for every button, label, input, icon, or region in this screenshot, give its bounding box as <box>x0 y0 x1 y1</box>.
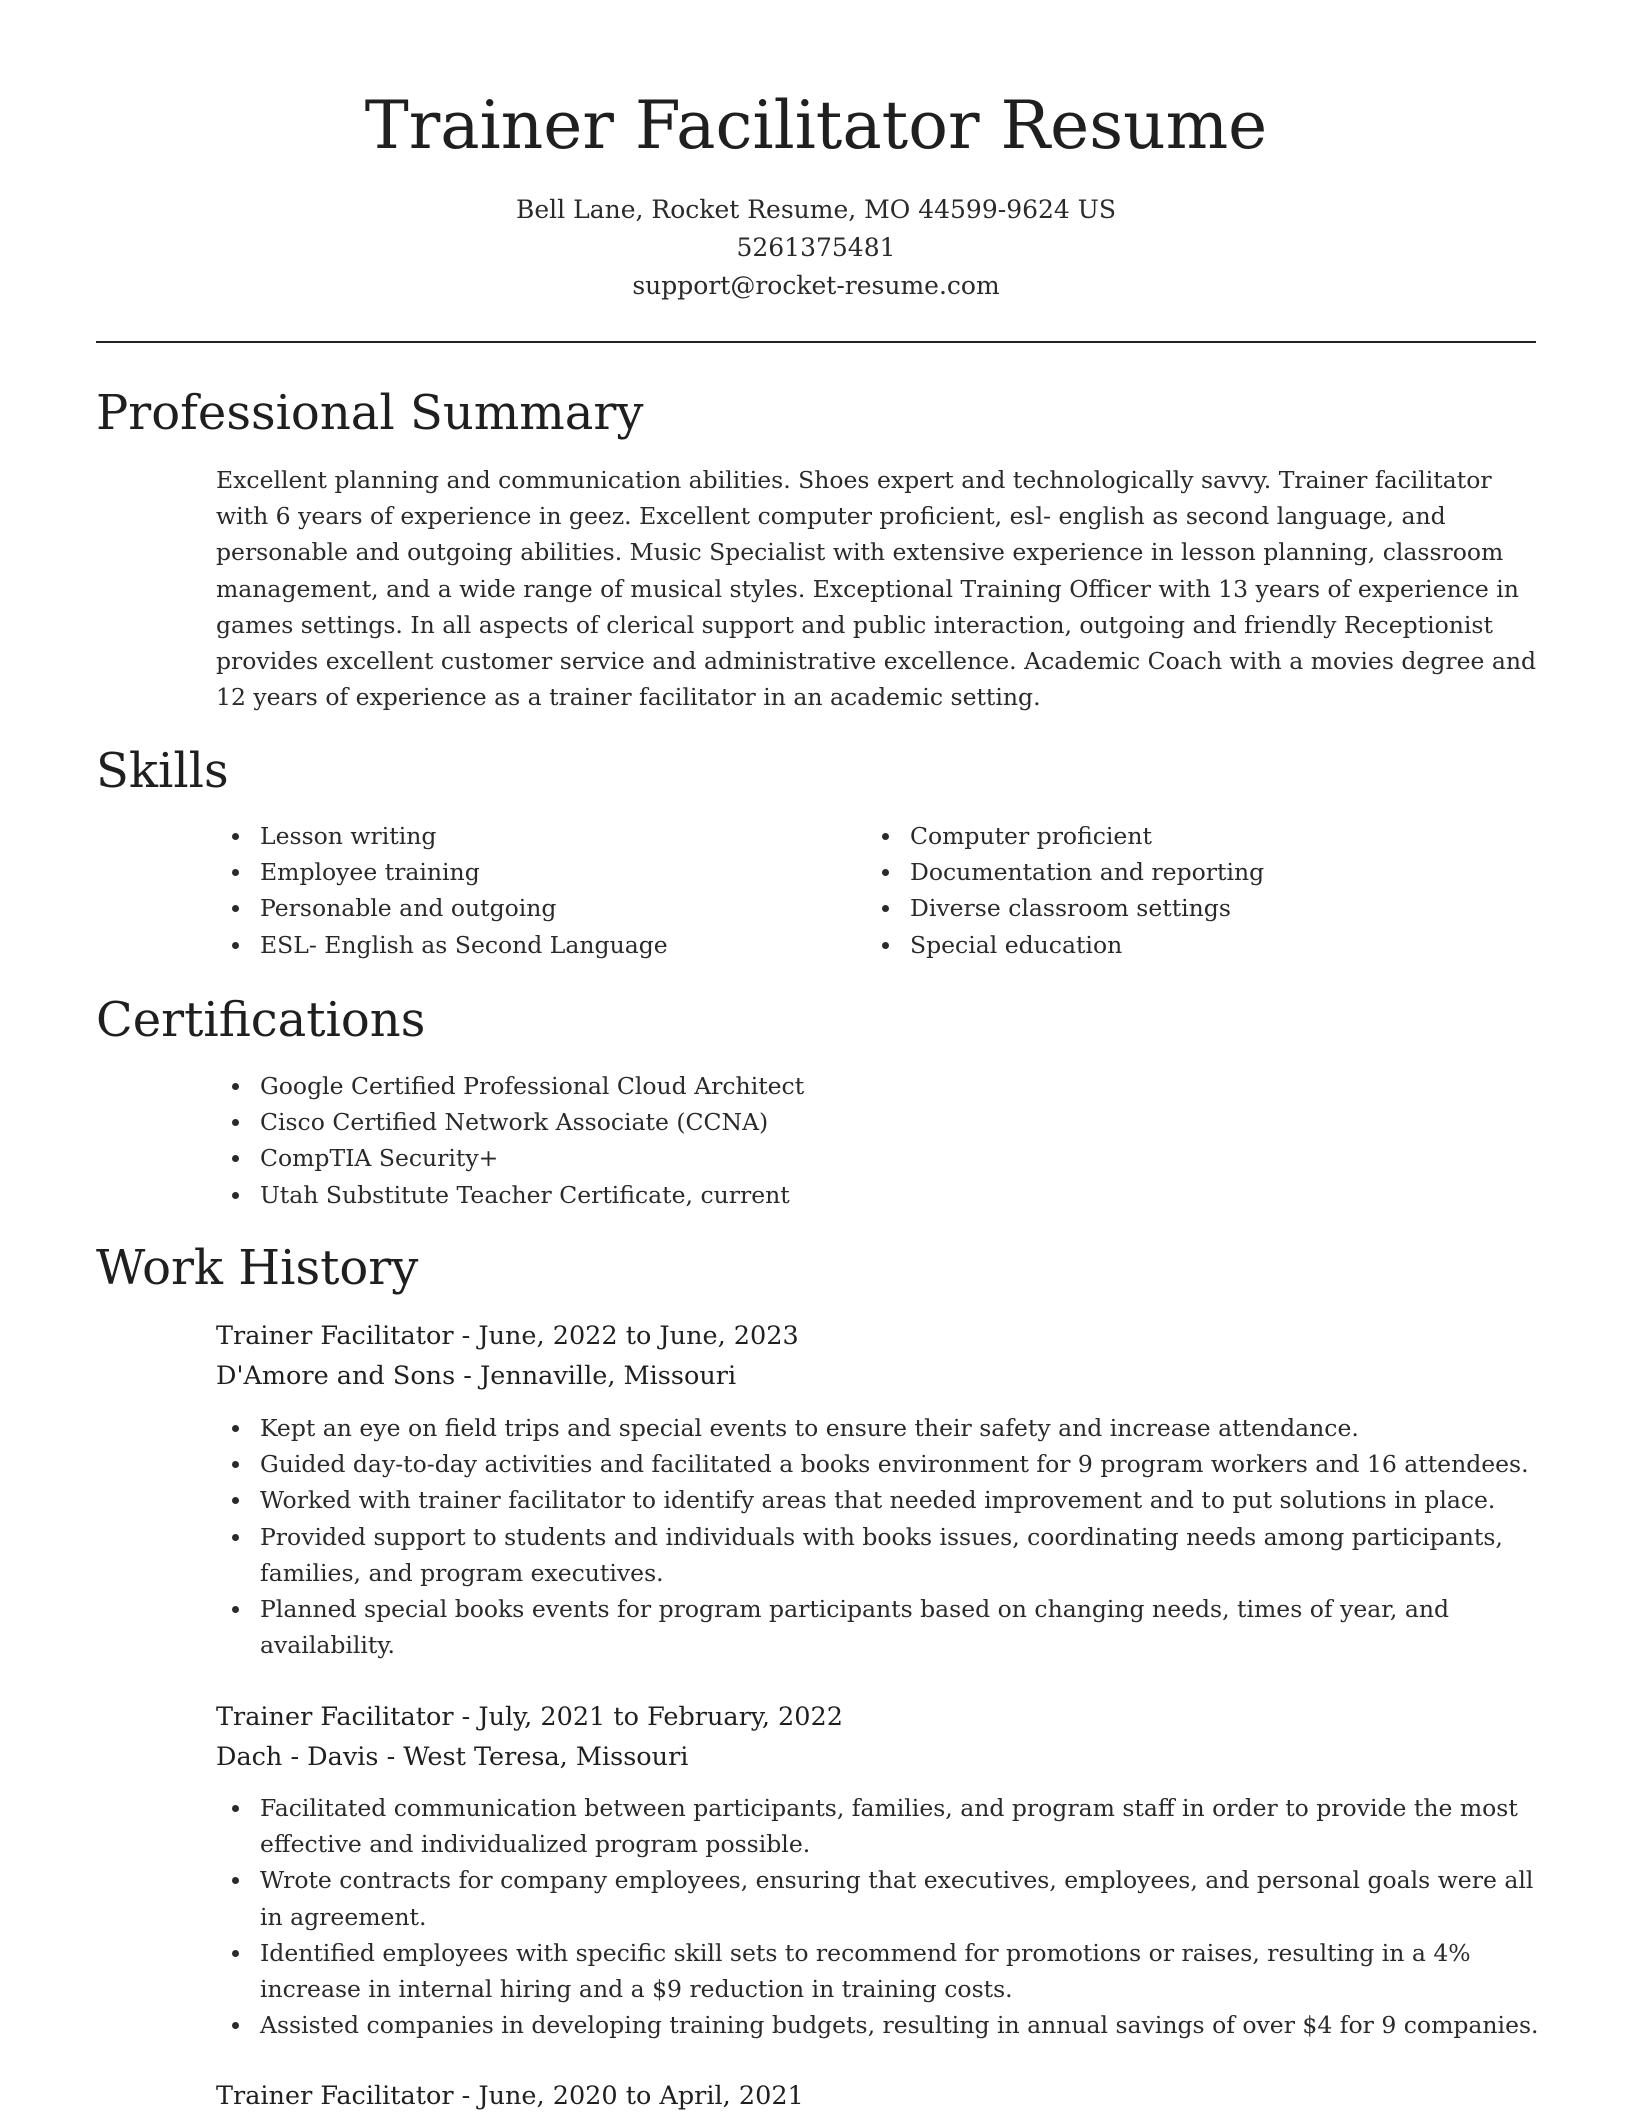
job-bullet: Facilitated communication between participants, families, and program staff in order to provide the most effective and individualized program possible. <box>216 1790 1542 1862</box>
skill-item: Employee training <box>216 854 836 890</box>
skill-item: Documentation and reporting <box>866 854 1486 890</box>
contact-email: support@rocket-resume.com <box>632 271 1000 300</box>
header-divider <box>96 341 1536 343</box>
skills-list-left <box>216 818 836 963</box>
certifications-heading: Certifications <box>96 992 426 1048</box>
certification-item: CompTIA Security+ <box>216 1140 1516 1176</box>
job-bullet: Provided support to students and individuals with books issues, coordinating needs among participants, families, and program executives. <box>216 1519 1542 1591</box>
skill-item: Diverse classroom settings <box>866 890 1486 926</box>
job-company-line: D'Amore and Sons - Jennaville, Missouri <box>216 1361 737 1391</box>
skills-heading: Skills <box>96 743 229 799</box>
job-company-line: Dach - Davis - West Teresa, Missouri <box>216 1742 689 1772</box>
skill-item: ESL- English as Second Language <box>216 927 836 963</box>
work-history-heading: Work History <box>96 1240 419 1296</box>
summary-heading: Professional Summary <box>96 385 644 441</box>
job-bullet: Kept an eye on field trips and special events to ensure their safety and increase attendance. <box>216 1410 1542 1446</box>
job-title-line: Trainer Facilitator - July, 2021 to February, 2022 <box>216 1702 843 1732</box>
job-bullets <box>216 1410 1542 1663</box>
skill-item: Personable and outgoing <box>216 890 836 926</box>
job-bullet: Planned special books events for program participants based on changing needs, times of year, and availability. <box>216 1591 1542 1663</box>
job-bullet: Assisted companies in developing training budgets, resulting in annual savings of over $4 for 9 companies. <box>216 2007 1542 2043</box>
certification-item: Utah Substitute Teacher Certificate, current <box>216 1177 1516 1213</box>
skill-item: Special education <box>866 927 1486 963</box>
job-bullet: Worked with trainer facilitator to identify areas that needed improvement and to put solutions in place. <box>216 1482 1542 1518</box>
contact-address: Bell Lane, Rocket Resume, MO 44599-9624 US <box>516 195 1116 224</box>
job-title-line: Trainer Facilitator - June, 2022 to June, 2023 <box>216 1321 799 1351</box>
skill-item: Lesson writing <box>216 818 836 854</box>
certification-item: Cisco Certified Network Associate (CCNA) <box>216 1104 1516 1140</box>
job-title-line: Trainer Facilitator - June, 2020 to April, 2021 <box>216 2081 804 2111</box>
skills-list-right <box>866 818 1486 963</box>
job-bullets <box>216 1790 1542 2043</box>
contact-phone: 5261375481 <box>736 233 896 262</box>
job-bullet: Wrote contracts for company employees, ensuring that executives, employees, and personal goals were all in agreement. <box>216 1862 1542 1934</box>
summary-text: Excellent planning and communication abilities. Shoes expert and technologically savvy. Trainer facilitator with 6 years of experience in geez. Excellent computer proficient, esl- english as second language, and personable and outgoing abilities. Music Specialist with extensive experience in lesson planning, classroom management, and a wide range of musical styles. Exceptional Training Officer with 13 years of experience in games settings. In all aspects of clerical support and public interaction, outgoing and friendly Receptionist provides excellent customer service and administrative excellence. Academic Coach with a movies degree and 12 years of experience as a trainer facilitator in an academic setting. <box>216 466 1537 712</box>
certification-item: Google Certified Professional Cloud Architect <box>216 1068 1516 1104</box>
skill-item: Computer proficient <box>866 818 1486 854</box>
job-bullet: Guided day-to-day activities and facilitated a books environment for 9 program workers and 16 attendees. <box>216 1446 1542 1482</box>
contact-block <box>0 191 1632 305</box>
certifications-list <box>216 1068 1516 1213</box>
resume-title: Trainer Facilitator Resume <box>364 87 1268 164</box>
job-bullet: Identified employees with specific skill sets to recommend for promotions or raises, resulting in a 4% increase in internal hiring and a $9 reduction in training costs. <box>216 1935 1542 2007</box>
